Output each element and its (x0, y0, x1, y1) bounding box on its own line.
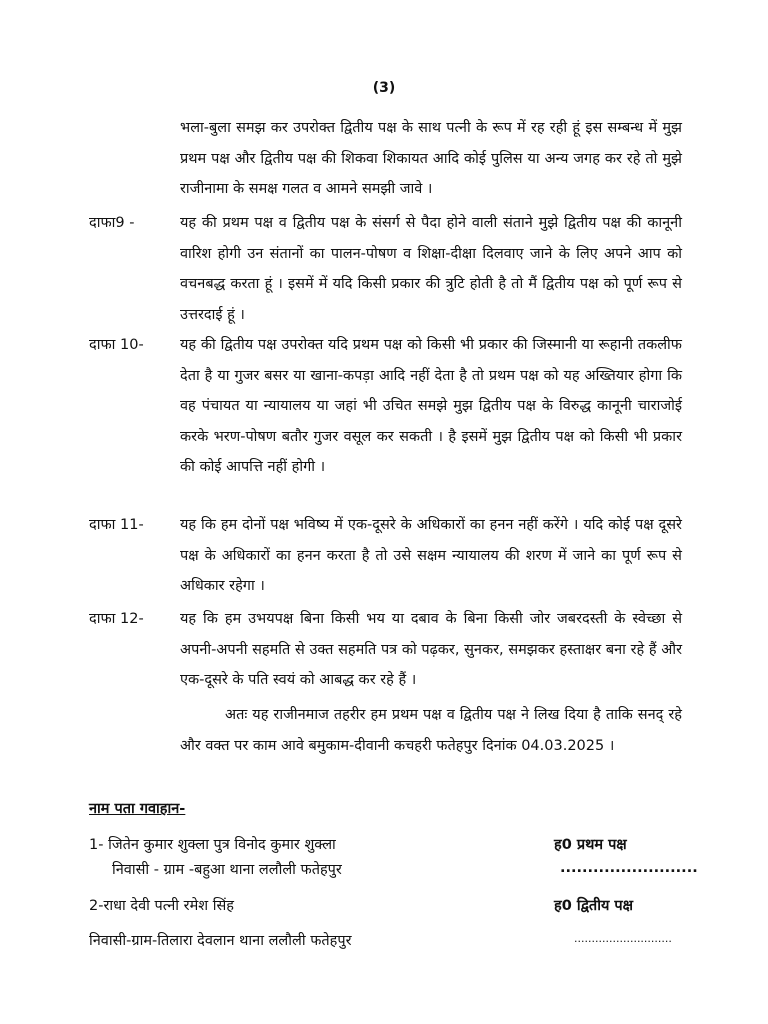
second-party-sign-line: ............................ (574, 932, 672, 945)
clause-9-label: दाफा9 - (89, 215, 135, 231)
clause-12-label: दाफा 12- (89, 611, 144, 627)
clause-10-text: यह की द्वितीय पक्ष उपरोक्त यदि प्रथम पक्ष को किसी भी प्रकार की जिस्मानी या रूहानी तकलीफ देता है या गुजर बसर या खाना-कपड़ा आदि नहीं देता है तो प्रथम पक्ष को यह अख्तियार होगा कि वह पंचायत या न्यायालय या जहां भी उचित समझे मुझ द्वितीय पक्ष के विरुद्ध कानूनी चाराजोई करके भरण-पोषण बतौर गुजर वसूल कर सकती । है इसमें मुझ द्वितीय पक्ष को किसी भी प्रकार की कोई आपत्ति नहीं होगी । (180, 337, 682, 475)
witness-1-name: 1- जितेन कुमार शुक्ला पुत्र विनोद कुमार शुक्ला (89, 837, 336, 853)
witness-heading: नाम पता गवाहान- (89, 801, 186, 817)
clause-11-label: दाफा 11- (89, 517, 144, 533)
witness-2-address: निवासी-ग्राम-तिलारा देवलान थाना ललौली फतेहपुर (89, 933, 352, 949)
witness-2-name: 2-राधा देवी पत्नी रमेश सिंह (89, 898, 234, 914)
witness-1-address: निवासी - ग्राम -बहुआ थाना ललौली फतेहपुर (112, 862, 342, 878)
clause-12-text: यह कि हम उभयपक्ष बिना किसी भय या दबाव के बिना किसी जोर जबरदस्ती के स्वेच्छा से अपनी-अपनी सहमति से उक्त सहमति पत्र को पढ़कर, सुनकर, समझकर हस्ताक्षर बना रहे हैं और एक-दूसरे के पति स्वयं को आबद्ध कर रहे हैं । (180, 611, 682, 688)
clause-11-text: यह कि हम दोनों पक्ष भविष्य में एक-दूसरे के अधिकारों का हनन नहीं करेंगे । यदि कोई पक्ष दूसरे पक्ष के अधिकारों का हनन करता है तो उसे सक्षम न्यायालय की शरण में जाने का पूर्ण रूप से अधिकार रहेगा । (180, 517, 682, 594)
clause-9-text: यह की प्रथम पक्ष व द्वितीय पक्ष के संसर्ग से पैदा होने वाली संताने मुझे द्वितीय पक्ष की कानूनी वारिश होगी उन संतानों का पालन-पोषण व शिक्षा-दीक्षा दिलवाए जाने के लिए अपने आप को वचनबद्ध करता हूं । इसमें में यदि किसी प्रकार की त्रुटि होती है तो मैं द्वितीय पक्ष को पूर्ण रूप से उत्तरदाई हूं । (180, 215, 682, 323)
clause-10-label: दाफा 10- (89, 337, 144, 353)
second-party-sign-label: ह0 द्वितीय पक्ष (554, 898, 634, 914)
intro-paragraph: भला-बुला समझ कर उपरोक्त द्वितीय पक्ष के साथ पत्नी के रूप में रह रही हूं इस सम्बन्ध में मुझ प्रथम पक्ष और द्वितीय पक्ष की शिकवा शिकायत आदि कोई पुलिस या अन्य जगह कर रहे तो मुझे राजीनामा के समक्ष गलत व आमने समझी जावे । (180, 120, 682, 197)
first-party-sign-line: ......................... (560, 860, 698, 876)
first-party-sign-label: ह0 प्रथम पक्ष (554, 837, 627, 853)
closing-paragraph: अतः यह राजीनमाज तहरीर हम प्रथम पक्ष व द्वितीय पक्ष ने लिख दिया है ताकि सनद् रहे और वक्त पर काम आवे बमुकाम-दीवानी कचहरी फतेहपुर दिनांक 04.03.2025 । (180, 707, 682, 754)
page-number: (3) (372, 80, 396, 96)
